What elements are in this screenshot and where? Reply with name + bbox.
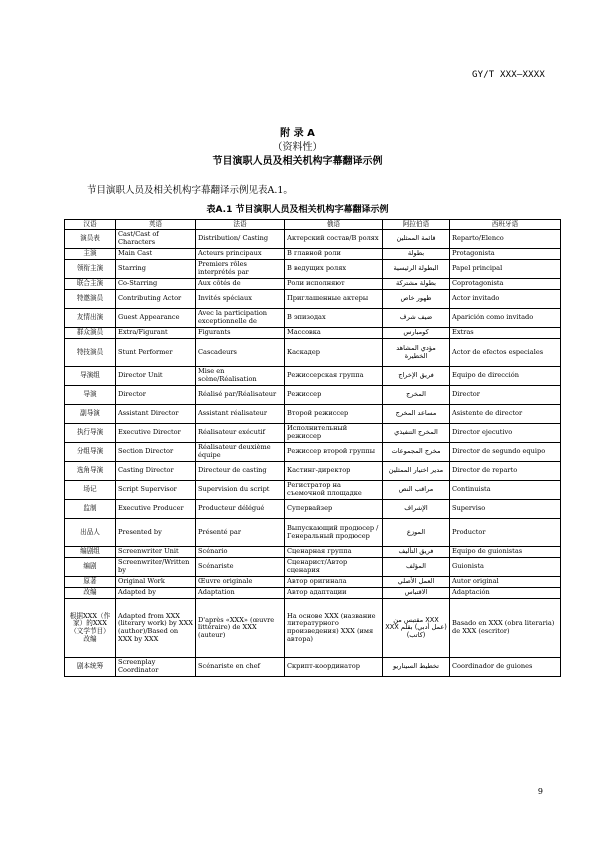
cell-chinese: 改编 [65, 588, 116, 599]
cell-russian: В ведущих ролях [285, 260, 383, 279]
intro-paragraph: 节目演职人员及相关机构字幕翻译示例见表A.1。 [87, 185, 293, 196]
cell-french: Figurants [196, 328, 285, 339]
cell-spanish: Director [450, 386, 561, 405]
table-row [65, 577, 561, 588]
cell-french: Assistant réalisateur [196, 405, 285, 424]
header-russian: 俄语 [285, 220, 383, 230]
cell-russian: Сценарист/Автор сценария [285, 558, 383, 577]
cell-russian: Выпускающий продюсер / Генеральный продюсер [285, 519, 383, 547]
table-row [65, 260, 561, 279]
cell-french: Scénario [196, 547, 285, 558]
cell-russian: В главной роли [285, 249, 383, 260]
cell-arabic: بطولة [383, 249, 450, 260]
cell-russian: На основе XXX (название литературного произведения) XXX (имя автора) [285, 599, 383, 658]
table-row [65, 230, 561, 249]
cell-english: Adapted by [116, 588, 196, 599]
cell-arabic: الإشراف [383, 500, 450, 519]
appendix-name: 节目演职人员及相关机构字幕翻译示例 [212, 156, 383, 167]
appendix-subtitle: （资料性） [272, 142, 323, 153]
cell-english: Guest Appearance [116, 309, 196, 328]
cell-french: Œuvre originale [196, 577, 285, 588]
header-english: 英语 [116, 220, 196, 230]
cell-russian: Регистратор на съемочной площадке [285, 481, 383, 500]
cell-arabic: تخطيط السيناريو [383, 658, 450, 677]
cell-french: Présenté par [196, 519, 285, 547]
cell-chinese: 主演 [65, 249, 116, 260]
page-number: 9 [537, 787, 543, 796]
appendix-title: 附 录 A [280, 128, 315, 139]
cell-russian: Актерский состав/В ролях [285, 230, 383, 249]
cell-spanish: Productor [450, 519, 561, 547]
cell-spanish: Autor original [450, 577, 561, 588]
cell-russian: Массовка [285, 328, 383, 339]
header-french: 法语 [196, 220, 285, 230]
cell-french: Adaptation [196, 588, 285, 599]
cell-arabic: قائمة الممثلين [383, 230, 450, 249]
cell-french: Avec la participation exceptionnelle de [196, 309, 285, 328]
cell-spanish: Papel principal [450, 260, 561, 279]
cell-spanish: Actor invitado [450, 290, 561, 309]
cell-english: Original Work [116, 577, 196, 588]
cell-spanish: Equipo de dirección [450, 367, 561, 386]
cell-english: Screenwriter Unit [116, 547, 196, 558]
cell-chinese: 根据XXX（作家）的XXX（文学节目）改编 [65, 599, 116, 658]
translation-table [64, 219, 561, 677]
cell-russian: Роли исполняют [285, 279, 383, 290]
table-header-row [65, 220, 561, 230]
cell-spanish: Superviso [450, 500, 561, 519]
cell-spanish: Aparición como invitado [450, 309, 561, 328]
table-row [65, 367, 561, 386]
cell-spanish: Asistente de director [450, 405, 561, 424]
cell-arabic: فريق الإخراج [383, 367, 450, 386]
cell-chinese: 导演组 [65, 367, 116, 386]
cell-french: Mise en scène/Réalisation [196, 367, 285, 386]
table-row [65, 249, 561, 260]
cell-spanish: Director de segundo equipo [450, 443, 561, 462]
cell-russian: Исполнительный режиссер [285, 424, 383, 443]
table-row [65, 658, 561, 677]
header-arabic: 阿拉伯语 [383, 220, 450, 230]
cell-french: Réalisateur exécutif [196, 424, 285, 443]
cell-french: Distribution/ Casting [196, 230, 285, 249]
cell-french: Réalisé par/Réalisateur [196, 386, 285, 405]
table-row [65, 339, 561, 367]
cell-arabic: بطولة مشتركة [383, 279, 450, 290]
cell-english: Executive Director [116, 424, 196, 443]
cell-english: Presented by [116, 519, 196, 547]
cell-chinese: 编剧 [65, 558, 116, 577]
cell-english: Script Supervisor [116, 481, 196, 500]
cell-spanish: Extras [450, 328, 561, 339]
cell-english: Director [116, 386, 196, 405]
cell-arabic: البطولة الرئيسية [383, 260, 450, 279]
table-row [65, 481, 561, 500]
table-row [65, 309, 561, 328]
cell-arabic: المؤلف [383, 558, 450, 577]
table-row [65, 558, 561, 577]
cell-spanish: Basado en XXX (obra literaria) de XXX (escritor) [450, 599, 561, 658]
cell-spanish: Director ejecutivo [450, 424, 561, 443]
cell-french: Acteurs principaux [196, 249, 285, 260]
cell-russian: Кастинг-директор [285, 462, 383, 481]
cell-english: Screenplay Coordinator [116, 658, 196, 677]
cell-arabic: مساعد المخرج [383, 405, 450, 424]
cell-russian: Режиссерская группа [285, 367, 383, 386]
cell-arabic: المخرج التنفيذي [383, 424, 450, 443]
cell-english: Extra/Figurant [116, 328, 196, 339]
cell-arabic: العمل الأصلي [383, 577, 450, 588]
cell-english: Assistant Director [116, 405, 196, 424]
cell-chinese: 特邀演员 [65, 290, 116, 309]
cell-arabic: ظهور خاص [383, 290, 450, 309]
cell-chinese: 友情出演 [65, 309, 116, 328]
table-row [65, 519, 561, 547]
cell-spanish: Reparto/Elenco [450, 230, 561, 249]
cell-chinese: 导演 [65, 386, 116, 405]
cell-english: Director Unit [116, 367, 196, 386]
cell-spanish: Actor de efectos especiales [450, 339, 561, 367]
table-row [65, 290, 561, 309]
table-row [65, 443, 561, 462]
cell-chinese: 领衔主演 [65, 260, 116, 279]
cell-spanish: Director de reparto [450, 462, 561, 481]
cell-russian: Режиссер [285, 386, 383, 405]
cell-arabic: مدير اختيار الممثلين [383, 462, 450, 481]
cell-spanish: Coprotagonista [450, 279, 561, 290]
cell-russian: Второй режиссер [285, 405, 383, 424]
cell-english: Main Cast [116, 249, 196, 260]
cell-french: Scénariste en chef [196, 658, 285, 677]
cell-french: D'après «XXX» (œuvre littéraire) de XXX (auteur) [196, 599, 285, 658]
cell-arabic: مخرج المجموعات [383, 443, 450, 462]
cell-chinese: 选角导演 [65, 462, 116, 481]
table-row [65, 462, 561, 481]
cell-french: Supervision du script [196, 481, 285, 500]
table-row [65, 588, 561, 599]
header-spanish: 西班牙语 [450, 220, 561, 230]
cell-russian: Автор адаптации [285, 588, 383, 599]
cell-chinese: 监制 [65, 500, 116, 519]
cell-arabic: كومبارس [383, 328, 450, 339]
cell-chinese: 编剧组 [65, 547, 116, 558]
table-row [65, 500, 561, 519]
cell-russian: Автор оригинала [285, 577, 383, 588]
cell-russian: Сценарная группа [285, 547, 383, 558]
cell-russian: Каскадер [285, 339, 383, 367]
table-row [65, 424, 561, 443]
cell-english: Section Director [116, 443, 196, 462]
cell-english: Cast/Cast of Characters [116, 230, 196, 249]
cell-spanish: Adaptación [450, 588, 561, 599]
cell-chinese: 联合主演 [65, 279, 116, 290]
document-code: GY/T XXX—XXXX [471, 70, 545, 80]
cell-arabic: فريق التأليف [383, 547, 450, 558]
cell-russian: Режиссер второй группы [285, 443, 383, 462]
table-row [65, 328, 561, 339]
cell-english: Adapted from XXX (literary work) by XXX (author)/Based on XXX by XXX [116, 599, 196, 658]
cell-chinese: 剧本统筹 [65, 658, 116, 677]
cell-chinese: 群众演员 [65, 328, 116, 339]
cell-arabic: مراقب النص [383, 481, 450, 500]
table-row [65, 405, 561, 424]
cell-english: Contributing Actor [116, 290, 196, 309]
cell-spanish: Coordinador de guiones [450, 658, 561, 677]
table-row [65, 599, 561, 658]
cell-chinese: 副导演 [65, 405, 116, 424]
cell-arabic: الاقتباس [383, 588, 450, 599]
cell-arabic: XXX مقتبس من (عمل أدبي) بقلم XXX (كاتب) [383, 599, 450, 658]
cell-spanish: Equipo de guionistas [450, 547, 561, 558]
cell-french: Réalisateur deuxième équipe [196, 443, 285, 462]
cell-spanish: Guionista [450, 558, 561, 577]
cell-english: Screenwriter/Written by [116, 558, 196, 577]
cell-french: Premiers rôles interprétés par [196, 260, 285, 279]
cell-russian: Скрипт-координатор [285, 658, 383, 677]
cell-chinese: 特技演员 [65, 339, 116, 367]
cell-chinese: 分组导演 [65, 443, 116, 462]
cell-french: Directeur de casting [196, 462, 285, 481]
cell-french: Cascadeurs [196, 339, 285, 367]
cell-french: Producteur délégué [196, 500, 285, 519]
cell-russian: Приглашенные актеры [285, 290, 383, 309]
table-row [65, 386, 561, 405]
header-chinese: 汉语 [65, 220, 116, 230]
cell-chinese: 出品人 [65, 519, 116, 547]
cell-arabic: الموزع [383, 519, 450, 547]
cell-french: Aux côtés de [196, 279, 285, 290]
table-row [65, 547, 561, 558]
cell-russian: Супервайзер [285, 500, 383, 519]
cell-spanish: Protagonista [450, 249, 561, 260]
cell-chinese: 执行导演 [65, 424, 116, 443]
table-body [65, 230, 561, 677]
cell-english: Starring [116, 260, 196, 279]
cell-chinese: 场记 [65, 481, 116, 500]
cell-chinese: 演员表 [65, 230, 116, 249]
cell-chinese: 原著 [65, 577, 116, 588]
cell-spanish: Continuista [450, 481, 561, 500]
cell-english: Co-Starring [116, 279, 196, 290]
cell-english: Stunt Performer [116, 339, 196, 367]
cell-arabic: مؤدي المشاهد الخطيرة [383, 339, 450, 367]
cell-french: Invités spéciaux [196, 290, 285, 309]
cell-french: Scénariste [196, 558, 285, 577]
table-row [65, 279, 561, 290]
cell-russian: В эпизодах [285, 309, 383, 328]
table-caption: 表A.1 节目演职人员及相关机构字幕翻译示例 [206, 205, 389, 215]
cell-arabic: المخرج [383, 386, 450, 405]
cell-arabic: ضيف شرف [383, 309, 450, 328]
cell-english: Casting Director [116, 462, 196, 481]
cell-english: Executive Producer [116, 500, 196, 519]
